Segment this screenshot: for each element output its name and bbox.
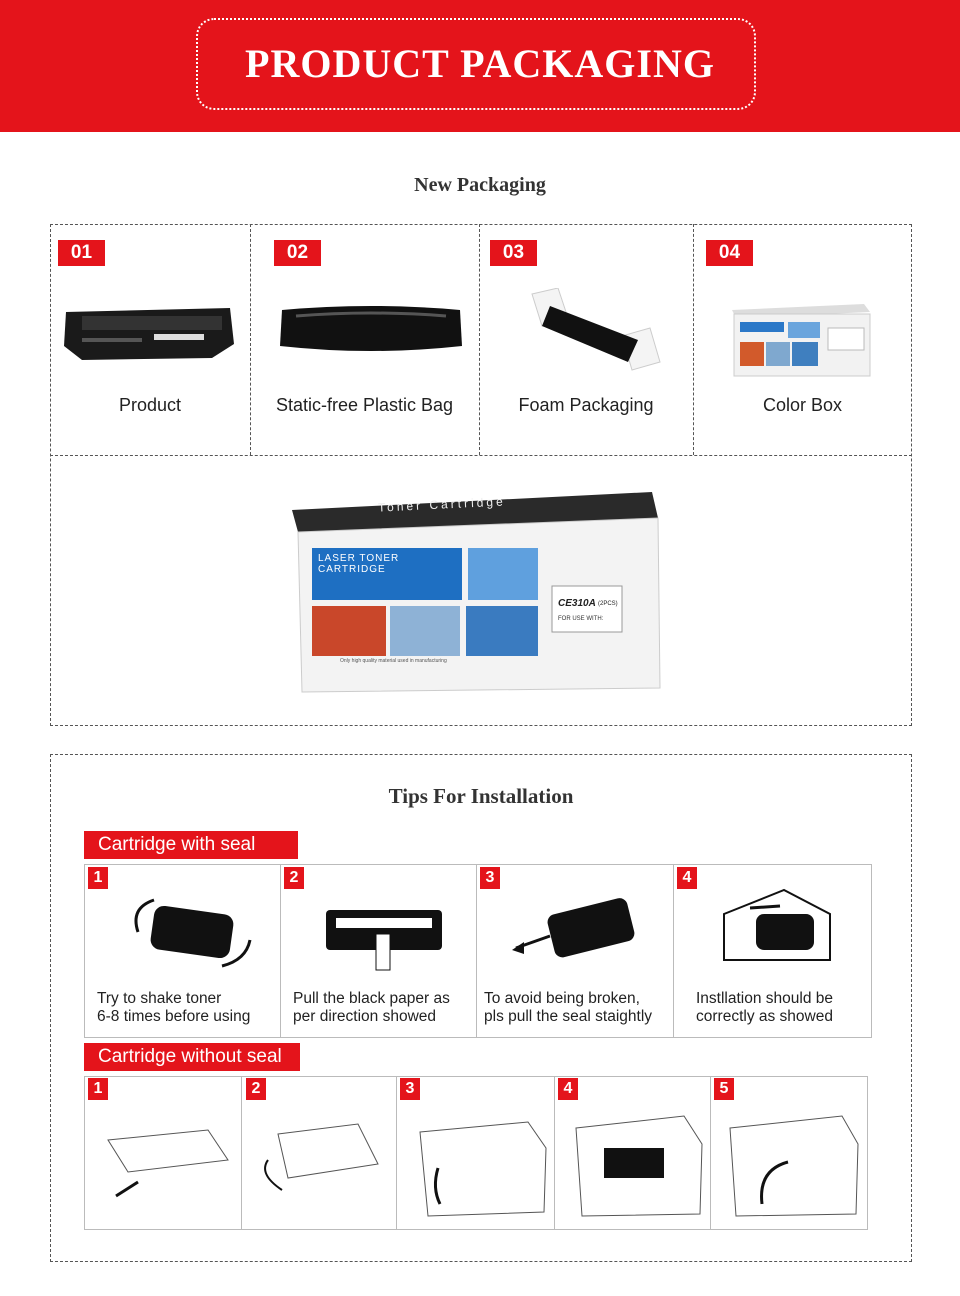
step-number: 3 (480, 867, 500, 889)
step-number: 1 (88, 867, 108, 889)
divider (476, 864, 477, 1038)
item-label-color-box: Color Box (762, 395, 843, 415)
install-cartridge-illustration (720, 884, 844, 974)
box-brand-text: LASER TONER CARTRIDGE (318, 553, 400, 575)
box-pcs: (2PCS) (598, 601, 618, 607)
open-cartridge-illustration (248, 1104, 388, 1214)
box-top-text: Toner Cartridge (377, 494, 507, 515)
step-number: 4 (677, 867, 697, 889)
toner-cartridge-image (62, 300, 236, 364)
step-number: 5 (714, 1078, 734, 1100)
divider (241, 1076, 242, 1230)
printer-insert-illustration (564, 1104, 704, 1220)
packaging-title: New Packaging (414, 174, 546, 196)
pull-paper-illustration (322, 904, 446, 974)
tip-text: Try to shake toner 6-8 times before using (97, 990, 251, 1025)
divider (693, 224, 694, 455)
without-seal-label: Cartridge without seal (84, 1043, 300, 1071)
divider (479, 224, 480, 455)
box-model: CE310A (558, 598, 596, 609)
foam-packaging-image (524, 288, 664, 374)
step-number: 01 (58, 240, 105, 266)
tip-text: Instllation should be correctly as showed (696, 990, 834, 1025)
shake-toner-illustration (124, 896, 256, 974)
step-number: 1 (88, 1078, 108, 1100)
item-label-plastic-bag: Static-free Plastic Bag (275, 395, 454, 415)
step-number: 04 (706, 240, 753, 266)
step-number: 2 (246, 1078, 266, 1100)
step-number: 2 (284, 867, 304, 889)
color-box-image (732, 298, 872, 378)
printer-close-illustration (718, 1104, 862, 1220)
divider (673, 864, 674, 1038)
with-seal-label: Cartridge with seal (84, 831, 298, 859)
tips-title: Tips For Installation (388, 784, 574, 808)
step-number: 4 (558, 1078, 578, 1100)
divider (250, 224, 251, 455)
step-number: 3 (400, 1078, 420, 1100)
tip-text: To avoid being broken, pls pull the seal staightly (484, 990, 653, 1025)
divider (50, 455, 912, 456)
step-number: 02 (274, 240, 321, 266)
step-number: 03 (490, 240, 537, 266)
item-label-product: Product (118, 395, 182, 415)
remove-cartridge-illustration (98, 1120, 234, 1204)
divider (396, 1076, 397, 1230)
printer-open-illustration (408, 1108, 550, 1220)
divider (554, 1076, 555, 1230)
pull-seal-illustration (510, 896, 640, 976)
box-for-use: FOR USE WITH: (558, 616, 604, 622)
box-footer-text: Only high quality material used in manufacturing (340, 658, 447, 664)
toner-box-large-image (290, 490, 662, 696)
tip-text: Pull the black paper as per direction showed (293, 990, 450, 1025)
plastic-bag-image (276, 302, 466, 358)
item-label-foam: Foam Packaging (518, 395, 654, 415)
divider (280, 864, 281, 1038)
page-title: PRODUCT PACKAGING (245, 41, 715, 86)
divider (710, 1076, 711, 1230)
